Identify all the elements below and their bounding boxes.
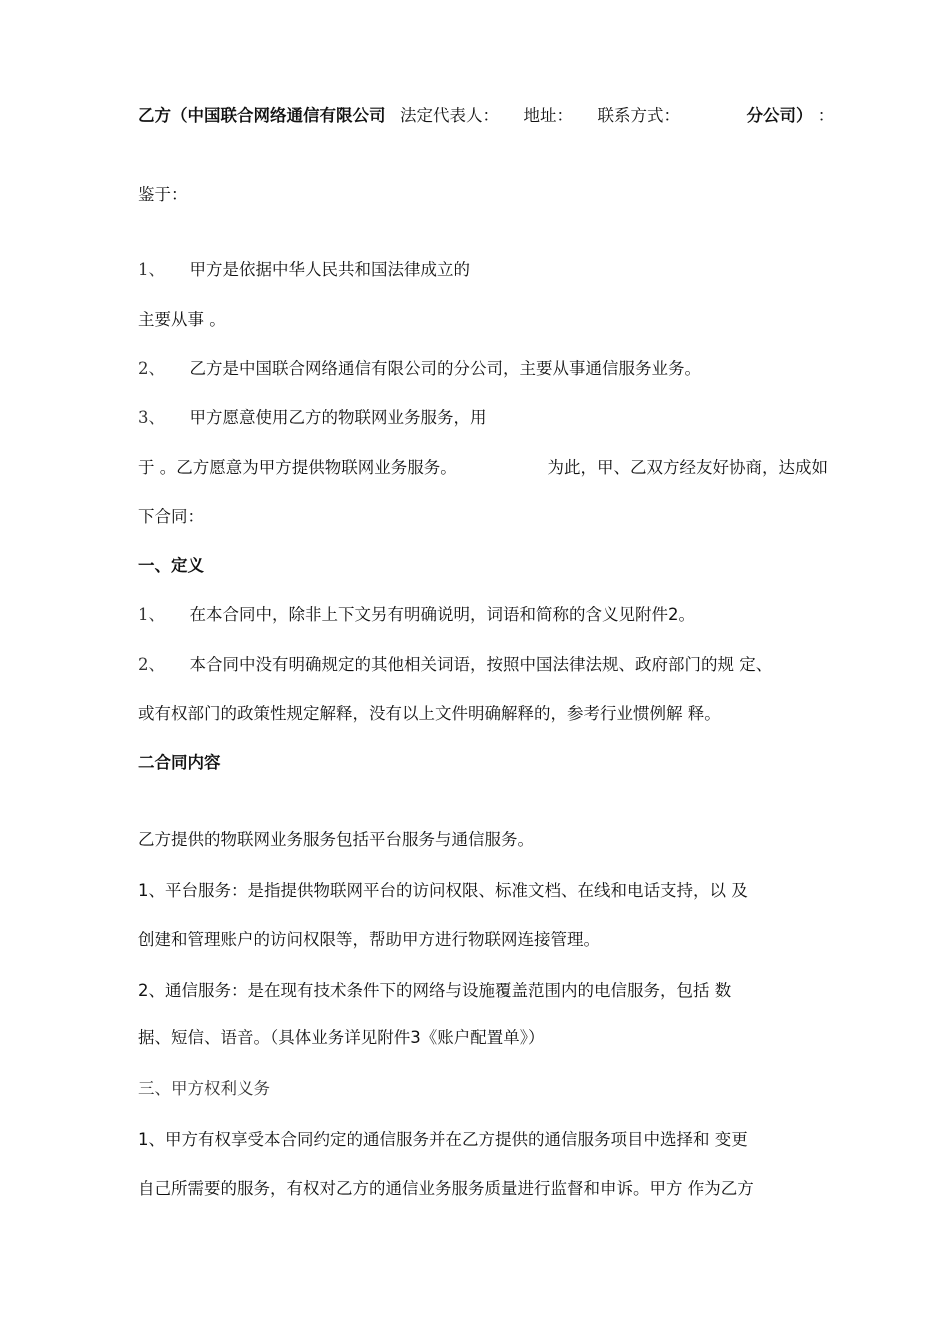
section-1-item-2-number: 2、 <box>138 655 165 674</box>
whereas-item-1-number: 1、 <box>138 260 165 279</box>
section-1-item-2-text: 本合同中没有明确规定的其他相关词语，按照中国法律法规、政府部门的规 定、 <box>189 655 773 674</box>
whereas-item-1-text: 甲方是依据中华人民共和国法律成立的 <box>189 260 470 279</box>
section-2-intro: 乙方提供的物联网业务服务包括平台服务与通信服务。 <box>138 830 534 849</box>
whereas-item-3 <box>138 406 828 430</box>
legal-rep-label: 法定代表人： <box>400 106 499 125</box>
party-b-branch: 分公司） <box>746 106 813 125</box>
section-1-item-2-cont: 或有权部门的政策性规定解释，没有以上文件明确解释的，参考行业惯例解 释。 <box>138 704 721 723</box>
whereas-item-2-number: 2、 <box>138 359 165 378</box>
section-1-item-1-number: 1、 <box>138 605 165 624</box>
section-2-item-1-line-a: 1、平台服务：是指提供物联网平台的访问权限、标准文档、在线和电话支持，以 及 <box>138 881 748 900</box>
party-b-name: 乙方（中国联合网络通信有限公司 <box>138 106 386 125</box>
section-2-item-2-cont: 据、短信、语音。（具体业务详见附件3《账户配置单》） <box>138 1028 545 1047</box>
section-1-item-2 <box>138 653 828 677</box>
whereas-item-1 <box>138 258 828 282</box>
section-3-item-1: 1、甲方有权享受本合同约定的通信服务并在乙方提供的通信服务项目中选择和 变更 <box>138 1130 748 1149</box>
section-1-item-1-text: 在本合同中，除非上下文另有明确说明，词语和简称的含义见附件2。 <box>189 605 695 624</box>
section-1-item-1 <box>138 603 828 627</box>
section-2-item-2-line-a: 2、通信服务：是在现有技术条件下的网络与设施覆盖范围内的电信服务，包括 数 <box>138 981 732 1000</box>
party-b-colon: ： <box>817 106 835 125</box>
party-b-line <box>138 104 835 128</box>
whereas-item-2 <box>138 357 828 381</box>
section-3-title: 三、甲方权利义务 <box>138 1079 270 1098</box>
whereas-item-3-text: 甲方愿意使用乙方的物联网业务服务，用 <box>189 408 487 427</box>
whereas-item-3-cont-c: 下合同： <box>138 507 204 526</box>
contact-label: 联系方式： <box>597 106 680 125</box>
section-1-title: 一、定义 <box>138 556 204 575</box>
whereas-item-1-cont: 主要从事 。 <box>138 310 226 329</box>
whereas-item-3-cont <box>138 456 828 480</box>
section-2-item-2 <box>138 979 828 1003</box>
whereas-item-3-cont-b: 为此，甲、乙双方经友好协商，达成如 <box>547 458 828 477</box>
section-2-item-1 <box>138 879 828 903</box>
section-3-item-1-cont: 自己所需要的服务，有权对乙方的通信业务服务质量进行监督和申诉。甲方 作为乙方 <box>138 1179 754 1198</box>
section-2-item-1-cont: 创建和管理账户的访问权限等，帮助甲方进行物联网连接管理。 <box>138 930 600 949</box>
address-label: 地址： <box>523 106 573 125</box>
whereas-label: 鉴于： <box>138 185 188 204</box>
whereas-item-2-text: 乙方是中国联合网络通信有限公司的分公司，主要从事通信服务业务。 <box>189 359 701 378</box>
whereas-item-3-cont-a: 于 。乙方愿意为甲方提供物联网业务服务。 <box>138 458 457 477</box>
whereas-item-3-number: 3、 <box>138 408 165 427</box>
section-2-title: 二合同内容 <box>138 753 221 772</box>
